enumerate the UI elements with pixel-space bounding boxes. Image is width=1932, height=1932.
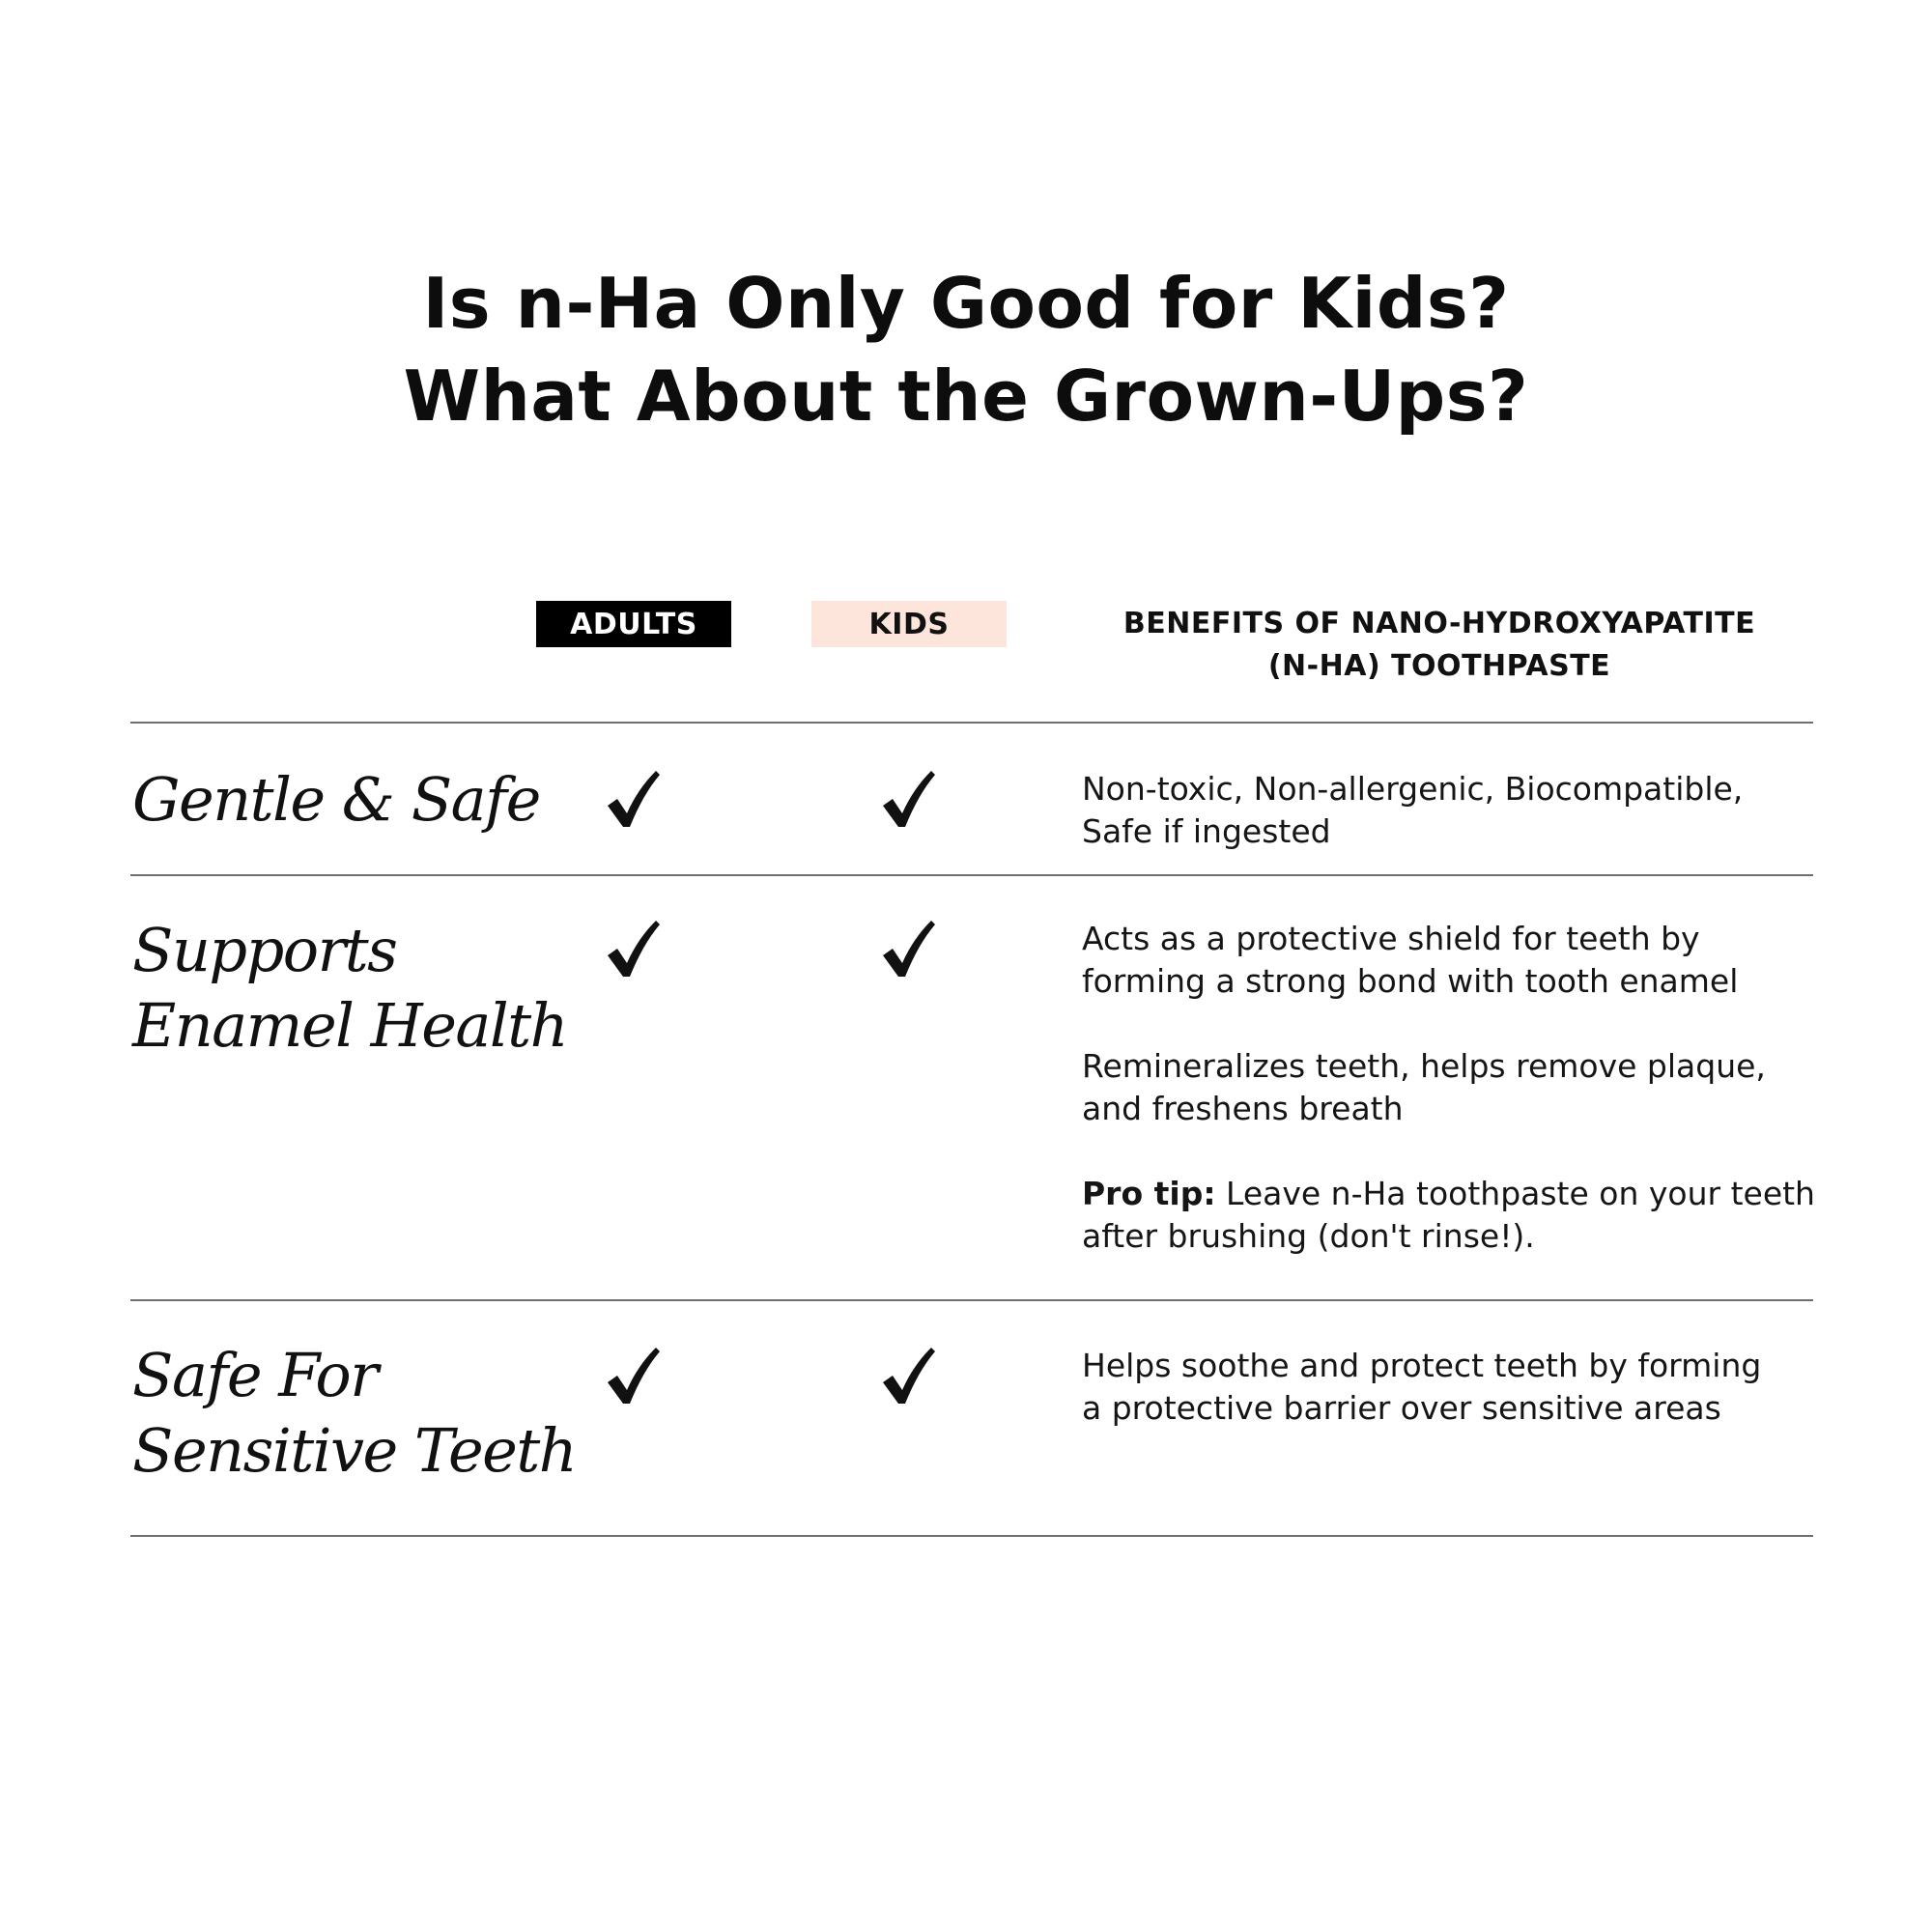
benefit-line: Remineralizes teeth, helps remove plaque, [1082, 1047, 1766, 1085]
pro-tip-paragraph [1082, 1173, 1816, 1258]
feature-label-line: Sensitive Teeth [132, 1415, 577, 1486]
check-icon [879, 769, 937, 831]
benefit-line: and freshens breath [1082, 1090, 1404, 1127]
benefit-paragraph [1082, 1045, 1816, 1130]
check-icon [604, 919, 662, 980]
feature-label-gentle-safe [132, 762, 540, 838]
check-icon [879, 919, 937, 980]
check-icon [879, 1346, 937, 1407]
page-title-line-2: What About the Grown-Ups? [403, 355, 1529, 437]
table-divider [130, 1535, 1813, 1537]
benefits-header-line-2: (N-HA) TOOTHPASTE [1267, 649, 1611, 683]
benefits-header-line-1: BENEFITS OF NANO-HYDROXYAPATITE [1122, 607, 1756, 640]
feature-label-line: Enamel Health [132, 990, 568, 1061]
benefit-line: Acts as a protective shield for teeth by [1082, 920, 1700, 957]
feature-label-line: Supports [132, 915, 397, 985]
table-divider [130, 722, 1813, 724]
adults-column-header: ADULTS [536, 601, 731, 647]
benefit-paragraph [1082, 768, 1816, 853]
check-icon [604, 1346, 662, 1407]
benefit-line: Non-toxic, Non-allergenic, Biocompatible, [1082, 770, 1744, 808]
feature-label-line: Safe For [132, 1340, 378, 1410]
benefit-paragraph [1082, 1345, 1816, 1430]
benefit-description [1082, 918, 1816, 1258]
benefit-line: Helps soothe and protect teeth by forming [1082, 1347, 1762, 1384]
benefit-line: after brushing (don't rinse!). [1082, 1217, 1535, 1255]
feature-label-enamel-health [132, 913, 567, 1064]
benefit-line: forming a strong bond with tooth enamel [1082, 962, 1739, 1000]
benefits-column-header [1063, 603, 1816, 688]
feature-label-sensitive-teeth [132, 1338, 576, 1489]
benefit-line: a protective barrier over sensitive areas [1082, 1389, 1721, 1427]
benefit-description [1082, 768, 1816, 853]
benefit-paragraph [1082, 918, 1816, 1003]
page-title-line-1: Is n-Ha Only Good for Kids? [422, 263, 1510, 344]
pro-tip-label: Pro tip: [1082, 1175, 1216, 1212]
table-divider [130, 1299, 1813, 1301]
benefit-line: Leave n-Ha toothpaste on your teeth [1215, 1175, 1815, 1212]
benefit-line: Safe if ingested [1082, 812, 1331, 850]
check-icon [604, 769, 662, 831]
kids-column-header: KIDS [811, 601, 1007, 647]
table-divider [130, 874, 1813, 876]
feature-label-line: Gentle & Safe [132, 764, 540, 835]
benefit-description [1082, 1345, 1816, 1430]
